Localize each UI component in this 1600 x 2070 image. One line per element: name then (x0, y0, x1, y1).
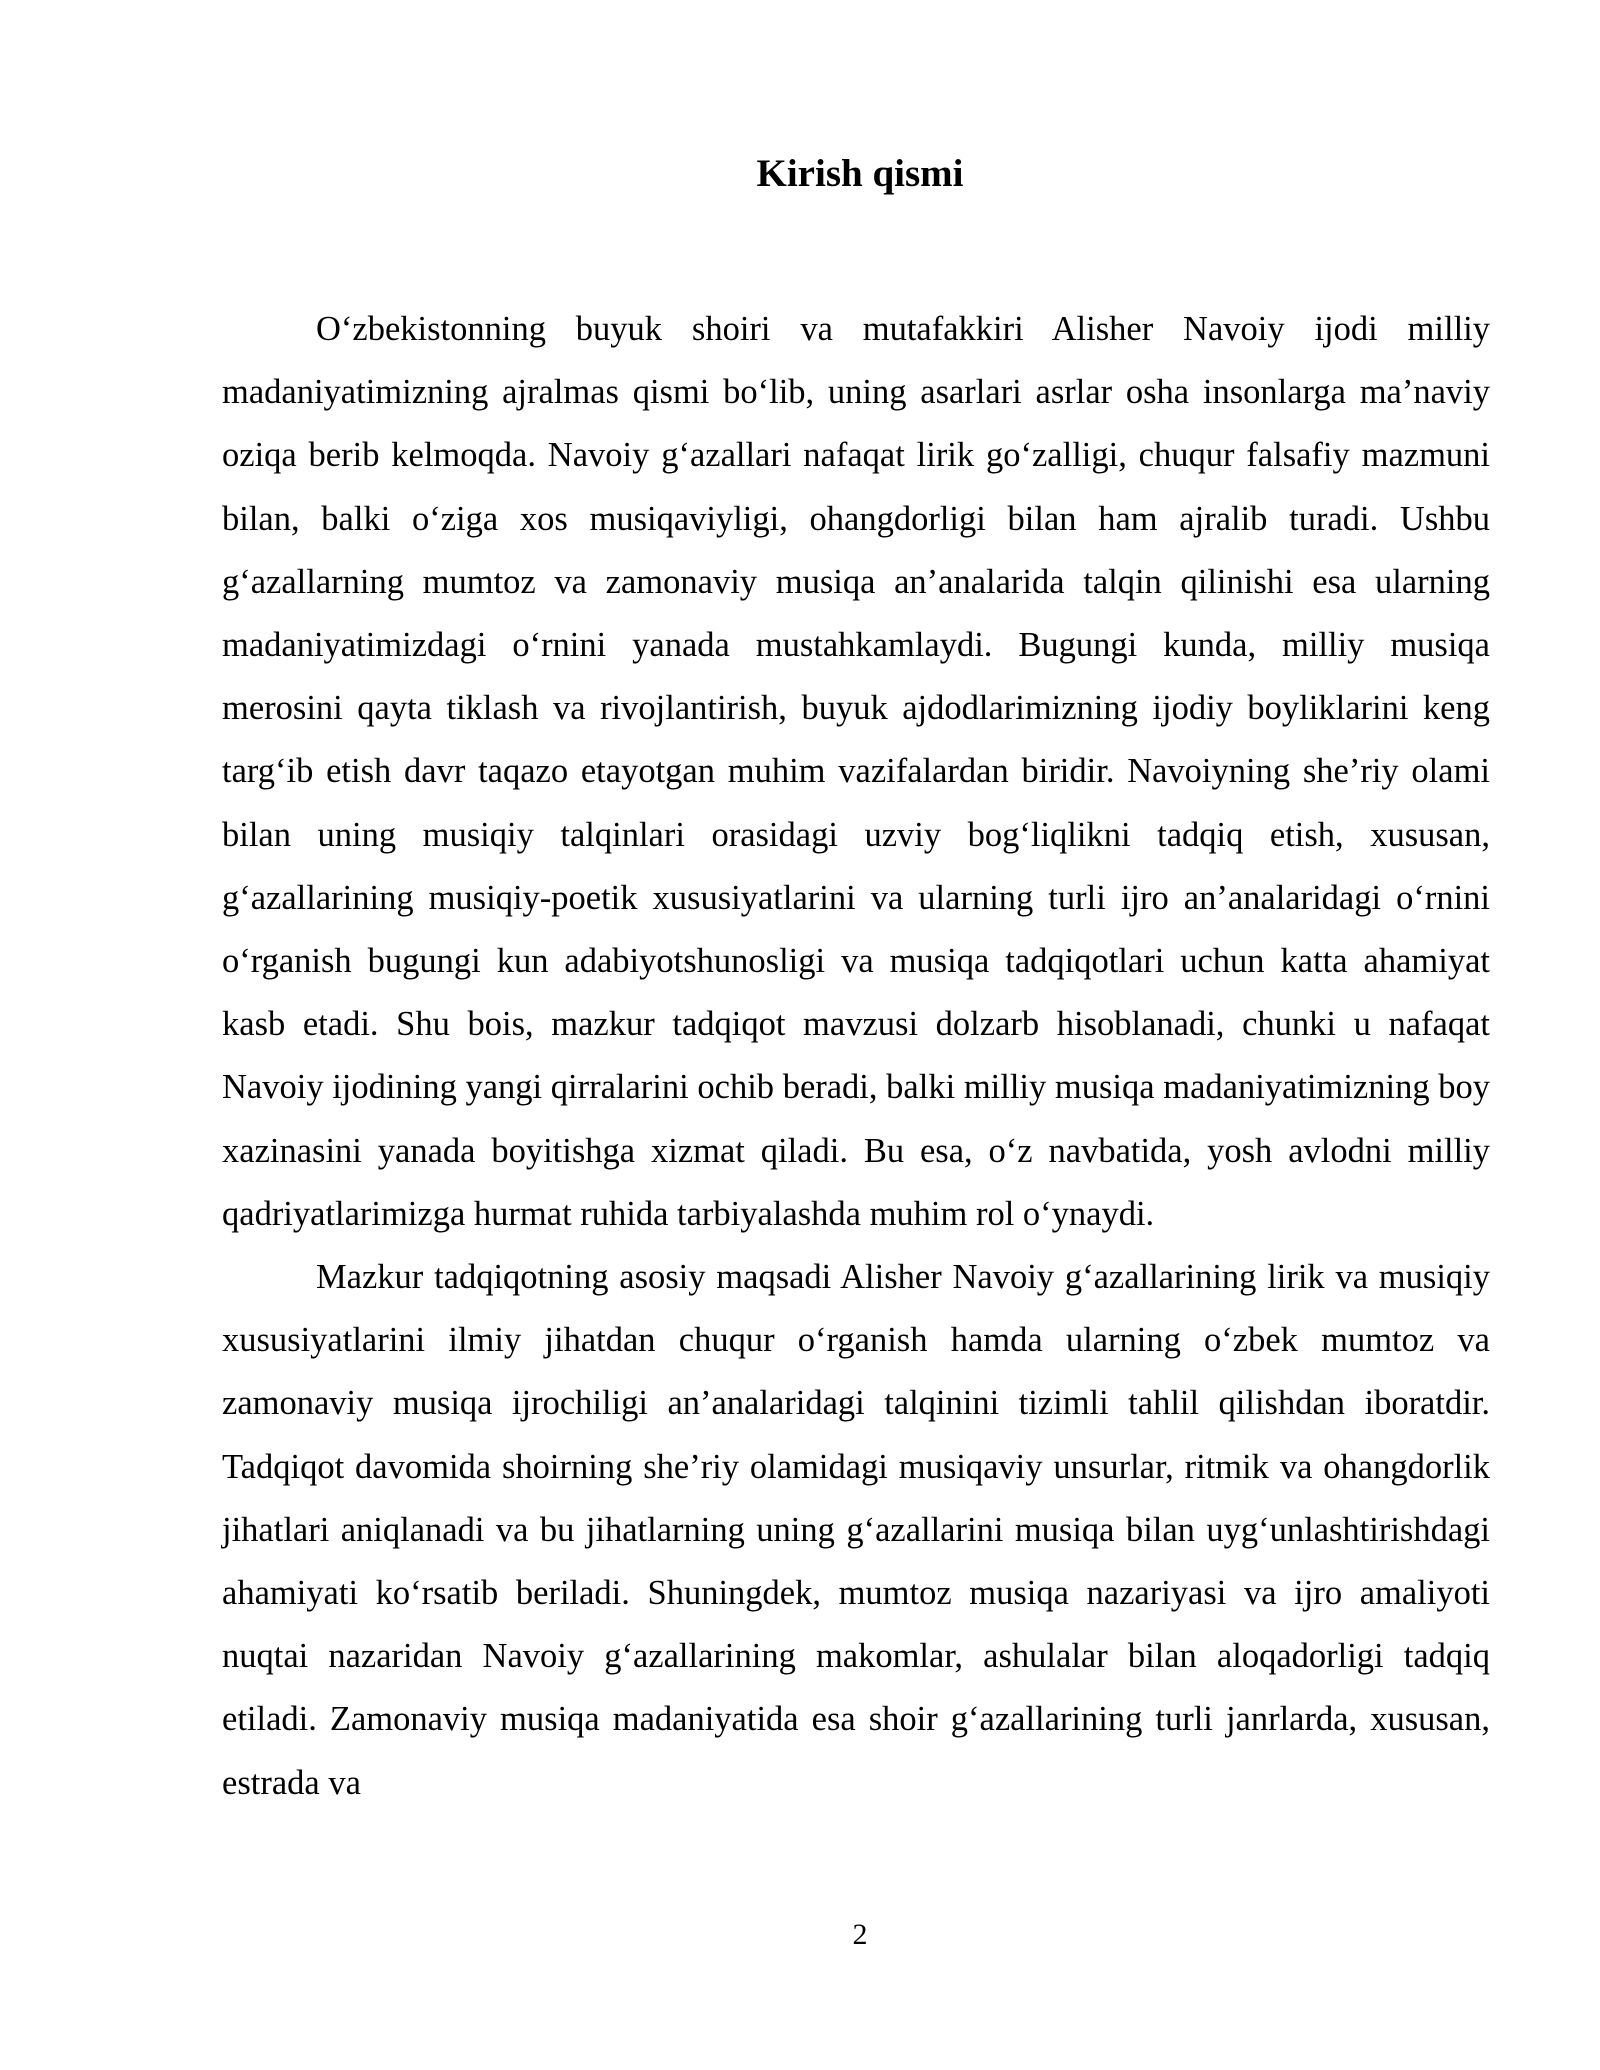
page-title: Kirish qismi (756, 152, 964, 195)
body-text (222, 298, 1490, 1815)
page-number: 2 (852, 1918, 868, 1951)
paragraph-introduction: O‘zbekistonning buyuk shoiri va mutafakkiri Alisher Navoiy ijodi milliy madaniyatimizning ajralmas qismi bo‘lib, uning asarlari asrlar osha insonlarga ma’naviy oziqa berib kelmoqda. Navoiy g‘azallari nafaqat lirik go‘zalligi, chuqur falsafiy mazmuni bilan, balki o‘ziga xos musiqaviyligi, ohangdorligi bilan ham ajralib turadi. Ushbu g‘azallarning mumtoz va zamonaviy musiqa an’analarida talqin qilinishi esa ularning madaniyatimizdagi o‘rnini yanada mustahkamlaydi. Bugungi kunda, milliy musiqa merosini qayta tiklash va rivojlantirish, buyuk ajdodlarimizning ijodiy boyliklarini keng targ‘ib etish davr taqazo etayotgan muhim vazifalardan biridir. Navoiyning she’riy olami bilan uning musiqiy talqinlari orasidagi uzviy bog‘liqlikni tadqiq etish, xususan, g‘azallarining musiqiy-poetik xususiyatlarini va ularning turli ijro an’analaridagi o‘rnini o‘rganish bugungi kun adabiyotshunosligi va musiqa tadqiqotlari uchun katta ahamiyat kasb etadi. Shu bois, mazkur tadqiqot mavzusi dolzarb hisoblanadi, chunki u nafaqat Navoiy ijodining yangi qirralarini ochib beradi, balki milliy musiqa madaniyatimizning boy xazinasini yanada boyitishga xizmat qiladi. Bu esa, o‘z navbatida, yosh avlodni milliy qadriyatlarimizga hurmat ruhida tarbiyalashda muhim rol o‘ynaydi. (222, 310, 1490, 1233)
paragraph-research-goal: Mazkur tadqiqotning asosiy maqsadi Alisher Navoiy g‘azallarining lirik va musiqiy xususiyatlarini ilmiy jihatdan chuqur o‘rganish hamda ularning o‘zbek mumtoz va zamonaviy musiqa ijrochiligi an’analaridagi talqinini tizimli tahlil qilishdan iboratdir. Tadqiqot davomida shoirning she’riy olamidagi musiqaviy unsurlar, ritmik va ohangdorlik jihatlari aniqlanadi va bu jihatlarning uning g‘azallarini musiqa bilan uyg‘unlashtirishdagi ahamiyati ko‘rsatib beriladi. Shuningdek, mumtoz musiqa nazariyasi va ijro amaliyoti nuqtai nazaridan Navoiy g‘azallarining makomlar, ashulalar bilan aloqadorligi tadqiq etiladi. Zamonaviy musiqa madaniyatida esa shoir g‘azallarining turli janrlarda, xususan, estrada va (222, 1258, 1490, 1802)
